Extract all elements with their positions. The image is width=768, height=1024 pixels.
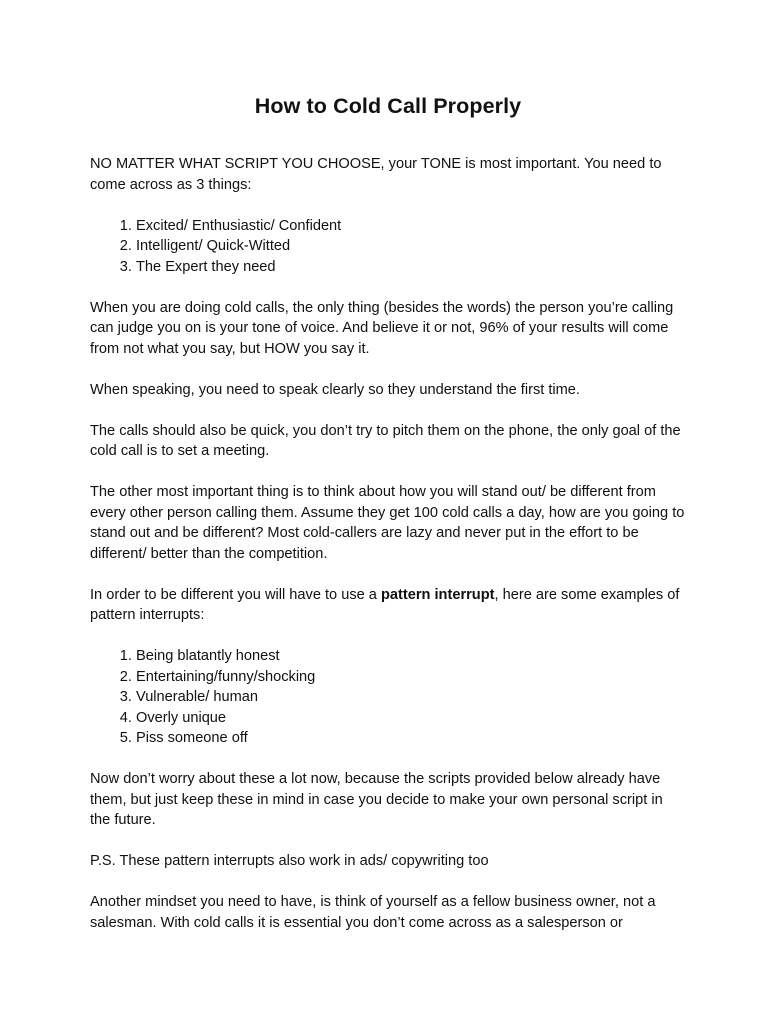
quick-paragraph: The calls should also be quick, you don’t try to pitch them on the phone, the only goal of the cold call is to set a meeting. bbox=[90, 422, 681, 459]
tone-list bbox=[90, 216, 686, 278]
pattern-paragraph bbox=[90, 585, 686, 626]
list-item: 3. The Expert they need bbox=[136, 257, 686, 278]
intro-paragraph: NO MATTER WHAT SCRIPT YOU CHOOSE, your TONE is most important. You need to come across as 3 things: bbox=[90, 156, 662, 193]
speak-paragraph: When speaking, you need to speak clearly so they understand the first time. bbox=[90, 381, 580, 398]
mindset-paragraph: Another mindset you need to have, is think of yourself as a fellow business owner, not a salesman. With cold calls it is essential you don’t come across as a salesperson or bbox=[90, 894, 656, 931]
list-item: 1. Being blatantly honest bbox=[136, 646, 686, 667]
pattern-text-after: , here are some examples of pattern interrupts: bbox=[90, 586, 680, 623]
scripts-paragraph: Now don’t worry about these a lot now, because the scripts provided below already have them, but just keep these in mind in case you decide to make your own personal script in the future. bbox=[90, 771, 663, 828]
list-item: 4. Overly unique bbox=[136, 708, 686, 729]
document-title: How to Cold Call Properly bbox=[254, 94, 522, 118]
pattern-text-before: In order to be different you will have to use a bbox=[90, 586, 381, 603]
standout-paragraph: The other most important thing is to think about how you will stand out/ be different from every other person calling them. Assume they get 100 cold calls a day, how are you going to stand out and be different? Most cold-callers are lazy and never put in the effort to be different/ better than the competition. bbox=[90, 484, 685, 562]
list-item: 2. Entertaining/funny/shocking bbox=[136, 667, 686, 688]
document-page bbox=[90, 92, 686, 954]
tone-paragraph: When you are doing cold calls, the only thing (besides the words) the person you’re calling can judge you on is your tone of voice. And believe it or not, 96% of your results will come from not what you say, but HOW you say it. bbox=[90, 299, 674, 357]
ps-paragraph: P.S. These pattern interrupts also work in ads/ copywriting too bbox=[90, 853, 489, 869]
list-item: 1. Excited/ Enthusiastic/ Confident bbox=[136, 216, 686, 237]
list-item: 3. Vulnerable/ human bbox=[136, 687, 686, 708]
pattern-interrupt-term: pattern interrupt bbox=[380, 586, 495, 603]
pattern-list bbox=[90, 646, 686, 749]
list-item: 2. Intelligent/ Quick-Witted bbox=[136, 236, 686, 257]
list-item: 5. Piss someone off bbox=[136, 728, 686, 749]
